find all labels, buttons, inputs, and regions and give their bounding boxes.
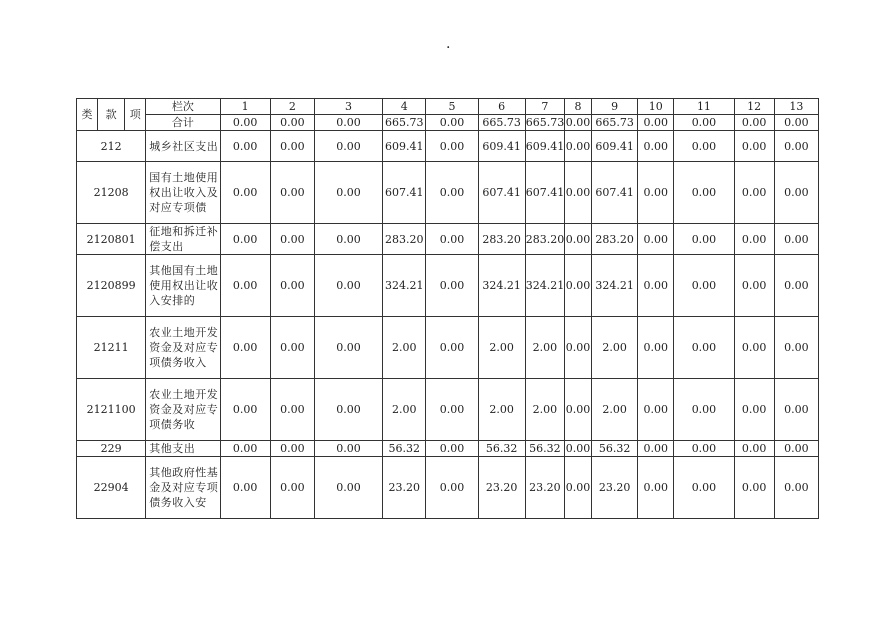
value-cell: 0.00 (314, 441, 382, 457)
value-cell: 2.00 (478, 379, 525, 441)
header-col: 10 (638, 99, 674, 115)
value-cell: 56.32 (383, 441, 426, 457)
value-cell: 0.00 (564, 255, 591, 317)
table-row (77, 162, 819, 224)
value-cell: 283.20 (383, 224, 426, 255)
value-cell: 0.00 (270, 131, 314, 162)
header-lanci: 栏次 (146, 99, 220, 115)
total-row (77, 115, 819, 131)
header-col: 7 (525, 99, 564, 115)
value-cell: 609.41 (383, 131, 426, 162)
budget-table (76, 98, 819, 519)
subject-code: 21211 (77, 317, 146, 379)
value-cell: 2.00 (383, 317, 426, 379)
value-cell: 0.00 (734, 441, 774, 457)
value-cell: 0.00 (270, 317, 314, 379)
subject-name: 其他政府性基金及对应专项债务收入安 (146, 457, 220, 519)
value-cell: 0.00 (564, 162, 591, 224)
value-cell: 0.00 (638, 255, 674, 317)
value-cell: 23.20 (592, 457, 638, 519)
subject-name: 征地和拆迁补偿支出 (146, 224, 220, 255)
value-cell: 0.00 (638, 379, 674, 441)
value-cell: 0.00 (220, 255, 270, 317)
value-cell: 0.00 (314, 131, 382, 162)
value-cell: 0.00 (638, 224, 674, 255)
value-cell: 0.00 (270, 255, 314, 317)
value-cell: 607.41 (383, 162, 426, 224)
value-cell: 0.00 (734, 255, 774, 317)
value-cell: 0.00 (426, 162, 478, 224)
value-cell: 0.00 (674, 441, 734, 457)
value-cell: 0.00 (314, 255, 382, 317)
value-cell: 0.00 (565, 442, 591, 455)
value-cell: 0.00 (426, 224, 478, 255)
value-cell: 0.00 (426, 379, 478, 441)
total-cell: 0.00 (565, 116, 591, 129)
total-cell: 665.73 (592, 115, 638, 131)
header-xiang: 项 (125, 99, 146, 131)
value-cell: 0.00 (426, 255, 478, 317)
value-cell: 0.00 (774, 457, 818, 519)
table-row (77, 317, 819, 379)
value-cell: 283.20 (525, 224, 564, 255)
value-cell: 0.00 (220, 162, 270, 224)
header-dot: . (446, 36, 451, 52)
total-cell: 0.00 (314, 115, 382, 131)
value-cell: 0.00 (638, 457, 674, 519)
table-row (77, 441, 819, 457)
value-cell: 23.20 (525, 457, 564, 519)
value-cell: 0.00 (220, 131, 270, 162)
value-cell: 609.41 (592, 131, 638, 162)
value-cell: 607.41 (592, 162, 638, 224)
header-col: 12 (734, 99, 774, 115)
subject-name: 城乡社区支出 (146, 131, 220, 162)
subject-name: 其他支出 (146, 441, 220, 457)
value-cell: 23.20 (478, 457, 525, 519)
value-cell: 0.00 (638, 131, 674, 162)
subject-name: 农业土地开发资金及对应专项债务收入 (146, 317, 220, 379)
header-col: 2 (270, 99, 314, 115)
value-cell: 0.00 (270, 379, 314, 441)
subject-code: 229 (77, 441, 146, 457)
value-cell: 0.00 (270, 224, 314, 255)
total-cell: 665.73 (525, 116, 565, 129)
value-cell: 0.00 (314, 224, 382, 255)
total-cell: 0.00 (220, 115, 270, 131)
value-cell: 2.00 (383, 379, 426, 441)
value-cell: 0.00 (220, 379, 270, 441)
value-cell: 0.00 (674, 457, 734, 519)
value-cell: 607.41 (525, 162, 564, 224)
header-col: 3 (314, 99, 382, 115)
value-cell: 0.00 (734, 162, 774, 224)
subject-code: 2121100 (77, 379, 146, 441)
value-cell: 0.00 (774, 131, 818, 162)
value-cell: 0.00 (314, 379, 382, 441)
table-row (77, 379, 819, 441)
total-cell: 0.00 (774, 115, 818, 131)
value-cell: 2.00 (592, 379, 638, 441)
value-cell: 2.00 (478, 317, 525, 379)
value-cell: 2.00 (525, 317, 564, 379)
table-row (77, 131, 819, 162)
value-cell: 0.00 (734, 317, 774, 379)
total-cell: 665.73 (478, 115, 525, 131)
value-cell: 0.00 (564, 379, 591, 441)
value-cell: 2.00 (592, 317, 638, 379)
subject-name: 农业土地开发资金及对应专项债务收 (146, 379, 220, 441)
value-cell: 0.00 (674, 379, 734, 441)
value-cell: 283.20 (478, 224, 525, 255)
value-cell: 0.00 (674, 131, 734, 162)
value-cell: 0.00 (674, 162, 734, 224)
header-col: 11 (674, 99, 734, 115)
value-cell: 0.00 (314, 317, 382, 379)
value-cell: 23.20 (383, 457, 426, 519)
value-cell: 283.20 (592, 224, 638, 255)
header-col: 5 (426, 99, 478, 115)
value-cell: 0.00 (564, 131, 591, 162)
value-cell: 0.00 (220, 457, 270, 519)
value-cell: 0.00 (314, 457, 382, 519)
header-lei: 类 (77, 99, 98, 131)
header-kuan: 款 (98, 99, 125, 131)
value-cell: 0.00 (638, 441, 674, 457)
value-cell: 0.00 (638, 317, 674, 379)
value-cell: 2.00 (525, 379, 564, 441)
value-cell: 0.00 (638, 162, 674, 224)
value-cell: 0.00 (314, 162, 382, 224)
value-cell: 0.00 (220, 441, 270, 457)
subject-name: 国有土地使用权出让收入及对应专项债 (146, 162, 220, 224)
header-col: 1 (220, 99, 270, 115)
total-cell: 0.00 (734, 115, 774, 131)
value-cell: 0.00 (674, 255, 734, 317)
value-cell: 0.00 (220, 224, 270, 255)
subject-code: 21208 (77, 162, 146, 224)
table-row (77, 224, 819, 255)
value-cell: 0.00 (734, 457, 774, 519)
total-cell: 0.00 (674, 115, 734, 131)
value-cell: 0.00 (734, 224, 774, 255)
value-cell: 0.00 (220, 317, 270, 379)
value-cell: 0.00 (774, 379, 818, 441)
value-cell: 0.00 (564, 317, 591, 379)
value-cell: 324.21 (592, 255, 638, 317)
total-label: 合计 (146, 115, 220, 131)
value-cell: 0.00 (774, 255, 818, 317)
value-cell: 324.21 (525, 255, 564, 317)
total-cell: 0.00 (638, 115, 674, 131)
subject-code: 2120801 (77, 224, 146, 255)
value-cell: 0.00 (426, 457, 478, 519)
table-row (77, 457, 819, 519)
value-cell: 0.00 (426, 441, 478, 457)
value-cell: 0.00 (674, 317, 734, 379)
value-cell: 56.32 (478, 441, 525, 457)
value-cell: 609.41 (525, 131, 564, 162)
value-cell: 0.00 (734, 131, 774, 162)
value-cell: 609.41 (478, 131, 525, 162)
value-cell: 56.32 (525, 441, 564, 457)
total-cell: 0.00 (426, 115, 478, 131)
header-col: 4 (383, 99, 426, 115)
value-cell: 0.00 (734, 379, 774, 441)
value-cell: 56.32 (592, 441, 638, 457)
value-cell: 0.00 (774, 317, 818, 379)
value-cell: 0.00 (270, 457, 314, 519)
total-cell: 0.00 (270, 115, 314, 131)
value-cell: 0.00 (270, 162, 314, 224)
subject-name: 其他国有土地使用权出让收入安排的 (146, 255, 220, 317)
header-row (77, 99, 819, 115)
subject-code: 212 (77, 131, 146, 162)
value-cell: 324.21 (383, 255, 426, 317)
value-cell: 0.00 (774, 441, 818, 457)
header-col: 6 (478, 99, 525, 115)
header-col: 13 (774, 99, 818, 115)
subject-code: 22904 (77, 457, 146, 519)
header-col: 9 (592, 99, 638, 115)
value-cell: 0.00 (564, 457, 591, 519)
value-cell: 0.00 (426, 131, 478, 162)
subject-code: 2120899 (77, 255, 146, 317)
value-cell: 0.00 (674, 224, 734, 255)
value-cell: 324.21 (478, 255, 525, 317)
value-cell: 0.00 (270, 441, 314, 457)
header-col: 8 (564, 99, 591, 115)
total-cell: 665.73 (383, 115, 426, 131)
value-cell: 0.00 (564, 224, 591, 255)
table-row (77, 255, 819, 317)
value-cell: 0.00 (774, 162, 818, 224)
value-cell: 0.00 (426, 317, 478, 379)
value-cell: 0.00 (774, 224, 818, 255)
value-cell: 607.41 (478, 162, 525, 224)
